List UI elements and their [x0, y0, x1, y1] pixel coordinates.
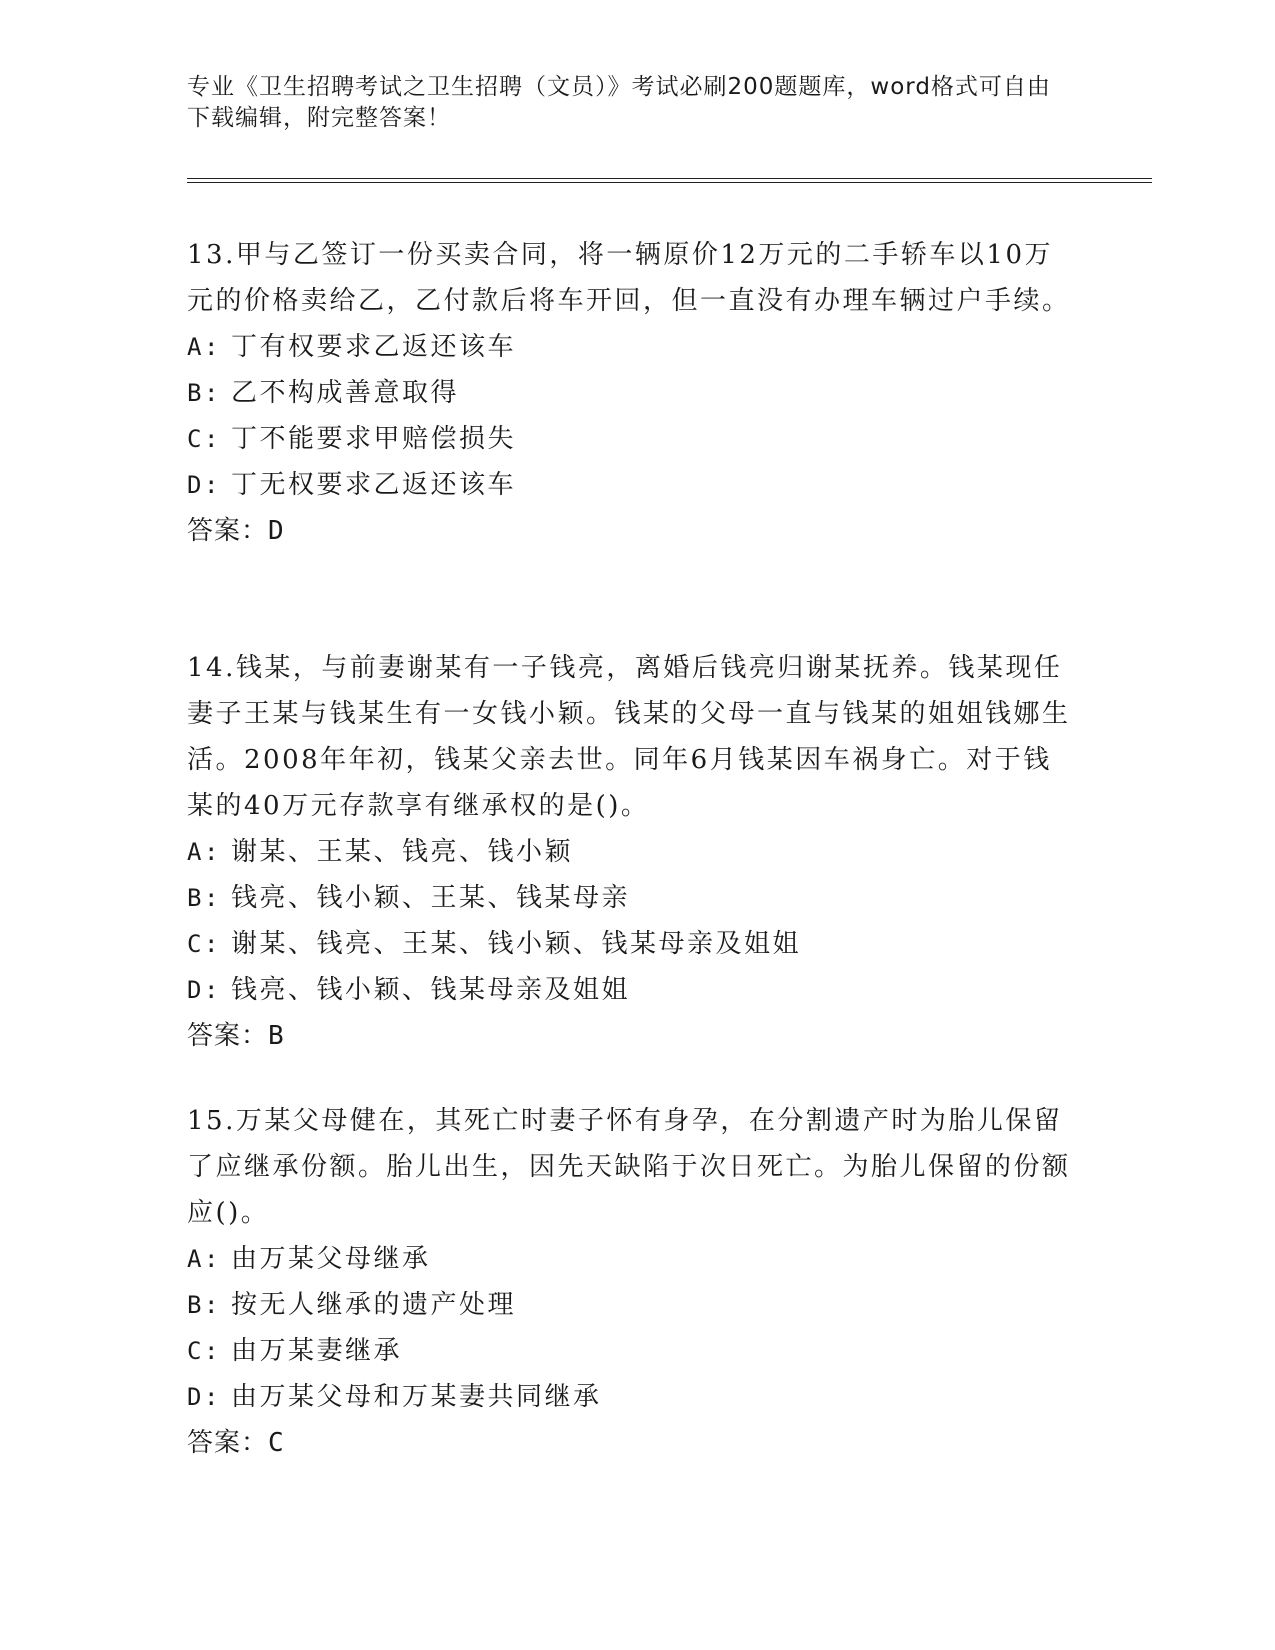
option-d: [187, 1374, 1077, 1420]
option-text: 谢某、王某、钱亮、钱小颖: [231, 837, 574, 867]
answer-value: B: [268, 1021, 285, 1051]
option-d: [187, 967, 1077, 1013]
option-b: [187, 1282, 1077, 1328]
option-text: 乙不构成善意取得: [231, 378, 460, 408]
option-c: [187, 416, 1077, 462]
option-letter: D:: [187, 471, 221, 499]
header-divider-top: [187, 178, 1152, 179]
option-text: 由万某妻继承: [231, 1336, 403, 1366]
option-b: [187, 875, 1077, 921]
option-letter: A:: [187, 838, 221, 866]
question-14: [187, 645, 1077, 1059]
answer-value: D: [268, 516, 285, 546]
option-text: 由万某父母继承: [231, 1244, 431, 1274]
answer-label: 答案：: [187, 516, 269, 546]
option-text: 钱亮、钱小颖、钱某母亲及姐姐: [231, 975, 631, 1005]
header-divider-bottom: [187, 182, 1152, 183]
answer-label: 答案：: [187, 1021, 269, 1051]
question-stem: 15.万某父母健在，其死亡时妻子怀有身孕，在分割遗产时为胎儿保留了应继承份额。胎儿出生，因先天缺陷于次日死亡。为胎儿保留的份额应()。: [187, 1106, 1071, 1228]
question-13: [187, 232, 1077, 554]
option-text: 按无人继承的遗产处理: [231, 1290, 517, 1320]
answer-line: [187, 1013, 1077, 1059]
option-letter: B:: [187, 884, 221, 912]
option-c: [187, 1328, 1077, 1374]
option-letter: C:: [187, 425, 221, 453]
option-b: [187, 370, 1077, 416]
option-c: [187, 921, 1077, 967]
option-a: [187, 829, 1077, 875]
option-d: [187, 462, 1077, 508]
option-text: 丁不能要求甲赔偿损失: [231, 424, 517, 454]
option-letter: D:: [187, 976, 221, 1004]
option-a: [187, 324, 1077, 370]
document-header: 专业《卫生招聘考试之卫生招聘（文员）》考试必刷200题题库，word格式可自由下载编辑，附完整答案！: [187, 74, 1051, 131]
answer-value: C: [268, 1428, 285, 1458]
option-letter: B:: [187, 1291, 221, 1319]
answer-label: 答案：: [187, 1428, 269, 1458]
question-15: [187, 1098, 1077, 1466]
option-letter: C:: [187, 1337, 221, 1365]
option-text: 丁无权要求乙返还该车: [231, 470, 517, 500]
question-stem: 14.钱某，与前妻谢某有一子钱亮，离婚后钱亮归谢某抚养。钱某现任妻子王某与钱某生有一女钱小颖。钱某的父母一直与钱某的姐姐钱娜生活。2008年年初，钱某父亲去世。同年6月钱某因车祸身亡。对于钱某的40万元存款享有继承权的是()。: [187, 653, 1071, 821]
answer-line: [187, 508, 1077, 554]
option-letter: B:: [187, 379, 221, 407]
question-stem: 13.甲与乙签订一份买卖合同，将一辆原价12万元的二手轿车以10万元的价格卖给乙，乙付款后将车开回，但一直没有办理车辆过户手续。: [187, 240, 1071, 316]
option-letter: C:: [187, 930, 221, 958]
option-text: 由万某父母和万某妻共同继承: [231, 1382, 602, 1412]
option-text: 钱亮、钱小颖、王某、钱某母亲: [231, 883, 631, 913]
option-text: 谢某、钱亮、王某、钱小颖、钱某母亲及姐姐: [231, 929, 802, 959]
option-text: 丁有权要求乙返还该车: [231, 332, 517, 362]
answer-line: [187, 1420, 1077, 1466]
option-letter: A:: [187, 333, 221, 361]
option-letter: A:: [187, 1245, 221, 1273]
option-a: [187, 1236, 1077, 1282]
option-letter: D:: [187, 1383, 221, 1411]
